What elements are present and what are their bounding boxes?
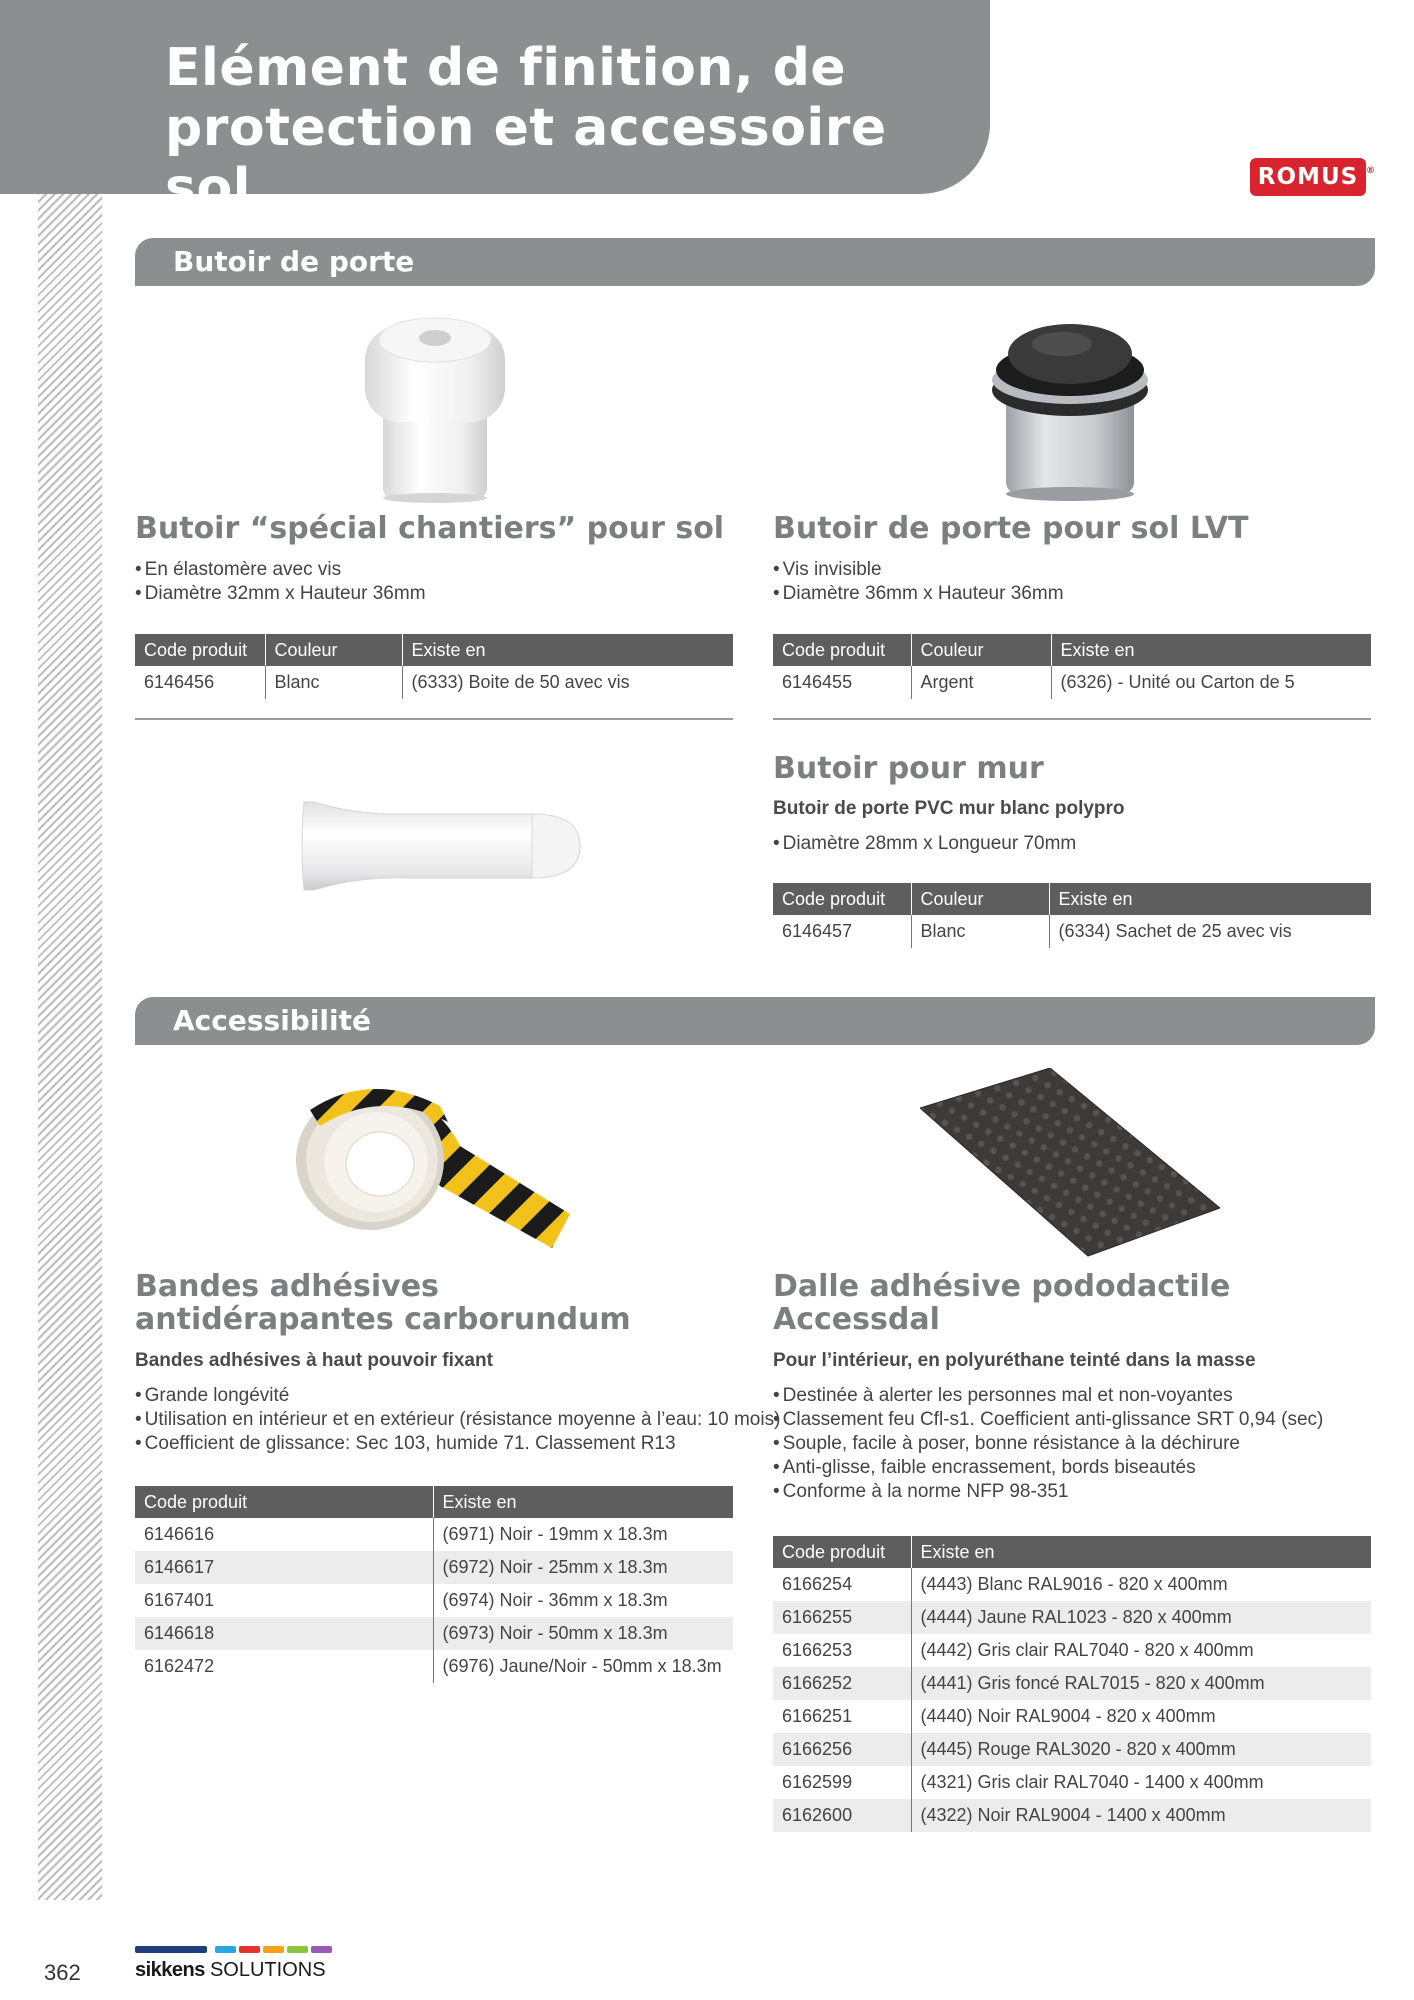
page-number: 362 <box>44 1960 81 1985</box>
product-code: 6166252 <box>773 1667 911 1700</box>
divider <box>135 718 733 720</box>
hatch-strip <box>38 0 102 1900</box>
variant-cell: (4440) Noir RAL9004 - 820 x 400mm <box>911 1700 1371 1733</box>
bullet-list-bandes <box>135 1384 780 1456</box>
table-row <box>773 1667 1371 1700</box>
table-row <box>135 1551 733 1584</box>
divider <box>773 718 1371 720</box>
variant-cell: (6976) Jaune/Noir - 50mm x 18.3m <box>433 1650 733 1683</box>
table-row <box>773 1601 1371 1634</box>
bullet-item: • Classement feu Cfl-s1. Coefficient anti-glissance SRT 0,94 (sec) <box>773 1408 1323 1432</box>
variant-cell: (4443) Blanc RAL9016 - 820 x 400mm <box>911 1568 1371 1601</box>
table-row <box>135 666 733 699</box>
table-row <box>135 1584 733 1617</box>
product-title-dalle: Dalle adhésive pododactile Accessdal <box>773 1269 1231 1337</box>
product-code: 6146617 <box>135 1551 433 1584</box>
spec-table-dalle <box>773 1536 1371 1832</box>
table-row <box>773 1568 1371 1601</box>
bullet-item: • En élastomère avec vis <box>135 558 426 582</box>
bullet-item: • Destinée à alerter les personnes mal et non-voyantes <box>773 1384 1323 1408</box>
brand-color-stripes <box>135 1946 335 1953</box>
table-row <box>773 1799 1371 1832</box>
product-code: 6166256 <box>773 1733 911 1766</box>
bullet-item: • Vis invisible <box>773 558 1064 582</box>
brand-stripe <box>239 1946 260 1953</box>
brand-stripe <box>263 1946 284 1953</box>
bullet-item: • Diamètre 32mm x Hauteur 36mm <box>135 582 426 606</box>
color-cell: Blanc <box>265 666 402 699</box>
brand-stripe <box>287 1946 308 1953</box>
brand-stripe <box>135 1946 207 1953</box>
table-row <box>135 1650 733 1683</box>
spec-table-chantier <box>135 634 733 699</box>
variant-cell: (6974) Noir - 36mm x 18.3m <box>433 1584 733 1617</box>
product-subtitle-dalle: Pour l’intérieur, en polyuréthane teinté dans la masse <box>773 1350 1256 1371</box>
tactile-tile-image <box>920 1068 1220 1258</box>
variant-cell: (6334) Sachet de 25 avec vis <box>1049 915 1371 948</box>
section-title: Butoir de porte <box>173 245 415 278</box>
product-code: 6146456 <box>144 672 215 692</box>
spec-table-mur <box>773 883 1371 948</box>
lvt-floor-stopper-image <box>990 318 1150 502</box>
table-row <box>135 1518 733 1551</box>
product-title-lvt: Butoir de porte pour sol LVT <box>773 511 1249 546</box>
section-title: Accessibilité <box>173 1004 371 1037</box>
product-title-mur: Butoir pour mur <box>773 751 1044 786</box>
column-header: Couleur <box>911 634 1051 666</box>
bullet-list-mur <box>773 832 1076 856</box>
bullet-item: • Diamètre 36mm x Hauteur 36mm <box>773 582 1064 606</box>
romus-logo: ROMUS ® <box>1250 158 1366 196</box>
variant-cell: (6326) - Unité ou Carton de 5 <box>1051 666 1371 699</box>
product-code: 6166251 <box>782 1706 853 1726</box>
product-subtitle-bandes: Bandes adhésives à haut pouvoir fixant <box>135 1350 493 1371</box>
table-header-row <box>135 634 733 666</box>
anti-slip-tape-image <box>290 1076 580 1248</box>
variant-cell: (6973) Noir - 50mm x 18.3m <box>433 1617 733 1650</box>
bullet-list-lvt <box>773 558 1064 606</box>
color-cell: Blanc <box>911 915 1049 948</box>
variant-cell: (4442) Gris clair RAL7040 - 820 x 400mm <box>911 1634 1371 1667</box>
product-code: 6166253 <box>782 1640 853 1660</box>
product-code: 6162600 <box>773 1799 911 1832</box>
product-code: 6146457 <box>782 921 853 941</box>
bullet-item: • Conforme à la norme NFP 98-351 <box>773 1480 1323 1504</box>
brand-stripe <box>215 1946 236 1953</box>
white-floor-stopper-image <box>355 312 515 504</box>
variant-cell: (6333) Boite de 50 avec vis <box>402 666 733 699</box>
product-code: 6146455 <box>782 672 853 692</box>
color-cell: Argent <box>911 666 1051 699</box>
sikkens-solutions-logo <box>135 1946 345 1986</box>
bullet-item: • Diamètre 28mm x Longueur 70mm <box>773 832 1076 856</box>
column-header: Existe en <box>433 1486 733 1518</box>
column-header: Couleur <box>911 883 1049 915</box>
wall-stopper-image <box>300 790 582 902</box>
bullet-item: • Souple, facile à poser, bonne résistance à la déchirure <box>773 1432 1323 1456</box>
variant-cell: (6972) Noir - 25mm x 18.3m <box>433 1551 733 1584</box>
table-row <box>773 666 1371 699</box>
bullet-item: • Grande longévité <box>135 1384 780 1408</box>
product-title-chantier: Butoir “spécial chantiers” pour sol <box>135 511 725 546</box>
column-header: Existe en <box>1049 883 1371 915</box>
variant-cell: (4321) Gris clair RAL7040 - 1400 x 400mm <box>911 1766 1371 1799</box>
product-code: 6162472 <box>144 1656 215 1676</box>
column-header: Code produit <box>135 634 265 666</box>
table-header-row <box>135 1486 733 1518</box>
bullet-item: • Utilisation en intérieur et en extérieur (résistance moyenne à l’eau: 10 mois) <box>135 1408 780 1432</box>
column-header: Code produit <box>773 1536 911 1568</box>
variant-cell: (4444) Jaune RAL1023 - 820 x 400mm <box>911 1601 1371 1634</box>
product-subtitle-mur: Butoir de porte PVC mur blanc polypro <box>773 798 1125 819</box>
column-header: Couleur <box>265 634 402 666</box>
table-row <box>773 915 1371 948</box>
header-banner <box>0 0 990 218</box>
spec-table-bandes <box>135 1486 733 1683</box>
product-code: 6166254 <box>782 1574 853 1594</box>
table-header-row <box>773 883 1371 915</box>
spec-table-lvt <box>773 634 1371 699</box>
variant-cell: (4322) Noir RAL9004 - 1400 x 400mm <box>911 1799 1371 1832</box>
variant-cell: (4441) Gris foncé RAL7015 - 820 x 400mm <box>911 1667 1371 1700</box>
column-header: Code produit <box>135 1486 433 1518</box>
table-row <box>773 1634 1371 1667</box>
column-header: Existe en <box>402 634 733 666</box>
product-code: 6166255 <box>773 1601 911 1634</box>
variant-cell: (4445) Rouge RAL3020 - 820 x 400mm <box>911 1733 1371 1766</box>
brand-stripe <box>311 1946 332 1953</box>
table-row <box>773 1766 1371 1799</box>
bullet-item: • Coefficient de glissance: Sec 103, humide 71. Classement R13 <box>135 1432 780 1456</box>
page-title: Elément de finition, de protection et accessoire sol <box>165 38 887 218</box>
column-header: Code produit <box>773 634 911 666</box>
product-code: 6146616 <box>144 1524 215 1544</box>
bullet-list-chantier <box>135 558 426 606</box>
product-code: 6167401 <box>144 1590 215 1610</box>
product-code: 6146618 <box>135 1617 433 1650</box>
table-header-row <box>773 1536 1371 1568</box>
table-row <box>773 1733 1371 1766</box>
table-header-row <box>773 634 1371 666</box>
product-title-bandes: Bandes adhésives antidérapantes carborundum <box>135 1269 631 1337</box>
column-header: Existe en <box>1051 634 1371 666</box>
variant-cell: (6971) Noir - 19mm x 18.3m <box>433 1518 733 1551</box>
column-header: Existe en <box>911 1536 1371 1568</box>
bullet-item: • Anti-glisse, faible encrassement, bords biseautés <box>773 1456 1323 1480</box>
product-code: 6162599 <box>782 1772 853 1792</box>
bullet-list-dalle <box>773 1384 1323 1504</box>
table-row <box>773 1700 1371 1733</box>
table-row <box>135 1617 733 1650</box>
section-bar-accessibilite <box>135 997 1375 1045</box>
brand-text: sikkens SOLUTIONS <box>135 1959 326 1981</box>
section-bar-butoir <box>135 238 1375 286</box>
column-header: Code produit <box>773 883 911 915</box>
